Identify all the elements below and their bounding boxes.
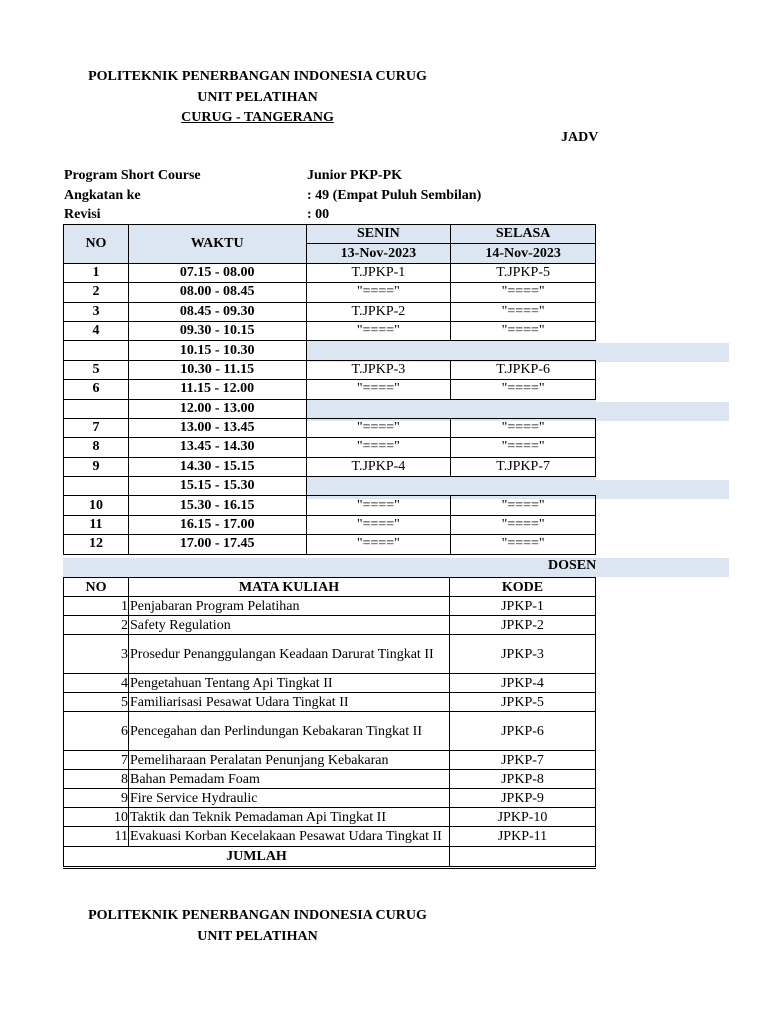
course-name: Fire Service Hydraulic xyxy=(129,789,450,808)
cell-senin: T.JPKP-4 xyxy=(306,457,451,476)
jumlah-row xyxy=(64,847,596,868)
cell-selasa: "====" xyxy=(451,283,596,302)
course-number: 8 xyxy=(64,770,129,789)
schedule-row xyxy=(64,341,596,360)
cell-senin: T.JPKP-2 xyxy=(306,302,451,321)
cell-senin: "====" xyxy=(306,283,451,302)
course-row xyxy=(64,751,596,770)
break-cell xyxy=(306,477,595,496)
course-col-mata-kuliah: MATA KULIAH xyxy=(129,578,450,597)
row-time: 09.30 - 10.15 xyxy=(128,321,306,340)
row-number: 1 xyxy=(64,263,129,282)
row-time: 10.15 - 10.30 xyxy=(128,341,306,360)
course-row xyxy=(64,770,596,789)
schedule-row xyxy=(64,283,596,302)
cell-senin: T.JPKP-3 xyxy=(306,360,451,379)
schedule-row xyxy=(64,418,596,437)
schedule-row xyxy=(64,399,596,418)
cell-selasa: T.JPKP-7 xyxy=(451,457,596,476)
cell-selasa: "====" xyxy=(451,496,596,515)
unit-title: UNIT PELATIHAN xyxy=(197,90,318,105)
schedule-row xyxy=(64,477,596,496)
schedule-row xyxy=(64,496,596,515)
course-code: JPKP-3 xyxy=(450,635,596,674)
jumlah-value xyxy=(450,847,596,868)
course-code: JPKP-11 xyxy=(450,827,596,847)
row-time: 07.15 - 08.00 xyxy=(128,263,306,282)
footer-unit-title: UNIT PELATIHAN xyxy=(197,929,318,944)
course-row xyxy=(64,827,596,847)
col-header-date-senin: 13-Nov-2023 xyxy=(306,244,451,263)
course-number: 4 xyxy=(64,674,129,693)
cell-senin: "====" xyxy=(306,321,451,340)
course-number: 11 xyxy=(64,827,129,847)
course-code: JPKP-7 xyxy=(450,751,596,770)
course-row xyxy=(64,712,596,751)
angkatan-label: Angkatan ke xyxy=(64,188,141,203)
cell-selasa: "====" xyxy=(451,321,596,340)
row-number: 7 xyxy=(64,418,129,437)
course-code: JPKP-1 xyxy=(450,597,596,616)
program-value: Junior PKP-PK xyxy=(307,168,403,183)
row-number: 2 xyxy=(64,283,129,302)
cell-selasa: "====" xyxy=(451,438,596,457)
row-time: 11.15 - 12.00 xyxy=(128,380,306,399)
row-number: 11 xyxy=(64,515,129,534)
cell-senin: T.JPKP-1 xyxy=(306,263,451,282)
course-number: 1 xyxy=(64,597,129,616)
row-time: 13.00 - 13.45 xyxy=(128,418,306,437)
course-number: 3 xyxy=(64,635,129,674)
cell-selasa: "====" xyxy=(451,515,596,534)
schedule-row xyxy=(64,535,596,554)
course-number: 9 xyxy=(64,789,129,808)
col-header-date-selasa: 14-Nov-2023 xyxy=(451,244,596,263)
course-number: 2 xyxy=(64,616,129,635)
row-number: 12 xyxy=(64,535,129,554)
break-cell xyxy=(306,341,595,360)
location-title: CURUG - TANGERANG xyxy=(181,110,334,125)
course-name: Safety Regulation xyxy=(129,616,450,635)
schedule-row xyxy=(64,438,596,457)
course-code: JPKP-6 xyxy=(450,712,596,751)
course-number: 10 xyxy=(64,808,129,827)
row-number xyxy=(64,341,129,360)
row-time: 17.00 - 17.45 xyxy=(128,535,306,554)
schedule-table xyxy=(63,224,596,555)
cell-senin: "====" xyxy=(306,380,451,399)
angkatan-value: : 49 (Empat Puluh Sembilan) xyxy=(307,188,482,203)
course-row xyxy=(64,693,596,712)
course-row xyxy=(64,789,596,808)
row-time: 08.00 - 08.45 xyxy=(128,283,306,302)
course-name: Penjabaran Program Pelatihan xyxy=(129,597,450,616)
row-number: 9 xyxy=(64,457,129,476)
course-code: JPKP-10 xyxy=(450,808,596,827)
course-code: JPKP-5 xyxy=(450,693,596,712)
course-name: Pengetahuan Tentang Api Tingkat II xyxy=(129,674,450,693)
schedule-row xyxy=(64,360,596,379)
course-number: 5 xyxy=(64,693,129,712)
course-code: JPKP-4 xyxy=(450,674,596,693)
row-time: 13.45 - 14.30 xyxy=(128,438,306,457)
course-code: JPKP-8 xyxy=(450,770,596,789)
schedule-title-fragment: JADV xyxy=(561,130,599,145)
schedule-row xyxy=(64,302,596,321)
dosen-label-fragment: DOSEN xyxy=(548,558,597,573)
course-col-no: NO xyxy=(64,578,129,597)
row-number xyxy=(64,399,129,418)
course-number: 6 xyxy=(64,712,129,751)
course-name: Pemeliharaan Peralatan Penunjang Kebakaran xyxy=(129,751,450,770)
row-number xyxy=(64,477,129,496)
institution-title: POLITEKNIK PENERBANGAN INDONESIA CURUG xyxy=(88,69,427,84)
schedule-row xyxy=(64,380,596,399)
row-time: 15.15 - 15.30 xyxy=(128,477,306,496)
col-header-day-senin: SENIN xyxy=(306,225,451,244)
row-number: 8 xyxy=(64,438,129,457)
schedule-row xyxy=(64,515,596,534)
course-row xyxy=(64,674,596,693)
course-row xyxy=(64,597,596,616)
course-number: 7 xyxy=(64,751,129,770)
jumlah-label: JUMLAH xyxy=(64,847,450,868)
course-col-kode: KODE xyxy=(450,578,596,597)
course-name: Prosedur Penanggulangan Keadaan Darurat Tingkat II xyxy=(129,635,450,674)
row-time: 12.00 - 13.00 xyxy=(128,399,306,418)
row-time: 15.30 - 16.15 xyxy=(128,496,306,515)
cell-selasa: T.JPKP-6 xyxy=(451,360,596,379)
course-code: JPKP-9 xyxy=(450,789,596,808)
row-time: 14.30 - 15.15 xyxy=(128,457,306,476)
col-header-day-selasa: SELASA xyxy=(451,225,596,244)
row-number: 10 xyxy=(64,496,129,515)
revisi-label: Revisi xyxy=(64,207,101,222)
dosen-band xyxy=(63,558,729,577)
cell-selasa: "====" xyxy=(451,418,596,437)
course-table xyxy=(63,577,596,869)
course-name: Familiarisasi Pesawat Udara Tingkat II xyxy=(129,693,450,712)
cell-senin: "====" xyxy=(306,438,451,457)
break-cell xyxy=(306,399,595,418)
course-row xyxy=(64,635,596,674)
cell-senin: "====" xyxy=(306,515,451,534)
row-number: 6 xyxy=(64,380,129,399)
schedule-row xyxy=(64,457,596,476)
cell-senin: "====" xyxy=(306,496,451,515)
cell-senin: "====" xyxy=(306,535,451,554)
row-time: 16.15 - 17.00 xyxy=(128,515,306,534)
schedule-row xyxy=(64,263,596,282)
course-name: Evakuasi Korban Kecelakaan Pesawat Udara Tingkat II xyxy=(129,827,450,847)
course-name: Taktik dan Teknik Pemadaman Api Tingkat II xyxy=(129,808,450,827)
course-code: JPKP-2 xyxy=(450,616,596,635)
row-number: 3 xyxy=(64,302,129,321)
course-name: Pencegahan dan Perlindungan Kebakaran Tingkat II xyxy=(129,712,450,751)
row-time: 08.45 - 09.30 xyxy=(128,302,306,321)
course-row xyxy=(64,616,596,635)
row-number: 4 xyxy=(64,321,129,340)
cell-selasa: "====" xyxy=(451,302,596,321)
course-row xyxy=(64,808,596,827)
schedule-row xyxy=(64,321,596,340)
course-name: Bahan Pemadam Foam xyxy=(129,770,450,789)
cell-selasa: "====" xyxy=(451,380,596,399)
cell-senin: "====" xyxy=(306,418,451,437)
cell-selasa: "====" xyxy=(451,535,596,554)
cell-selasa: T.JPKP-5 xyxy=(451,263,596,282)
col-header-no: NO xyxy=(64,225,129,264)
row-number: 5 xyxy=(64,360,129,379)
row-time: 10.30 - 11.15 xyxy=(128,360,306,379)
col-header-waktu: WAKTU xyxy=(128,225,306,264)
revisi-value: : 00 xyxy=(307,207,330,222)
footer-institution-title: POLITEKNIK PENERBANGAN INDONESIA CURUG xyxy=(88,908,427,923)
program-label: Program Short Course xyxy=(64,168,201,183)
